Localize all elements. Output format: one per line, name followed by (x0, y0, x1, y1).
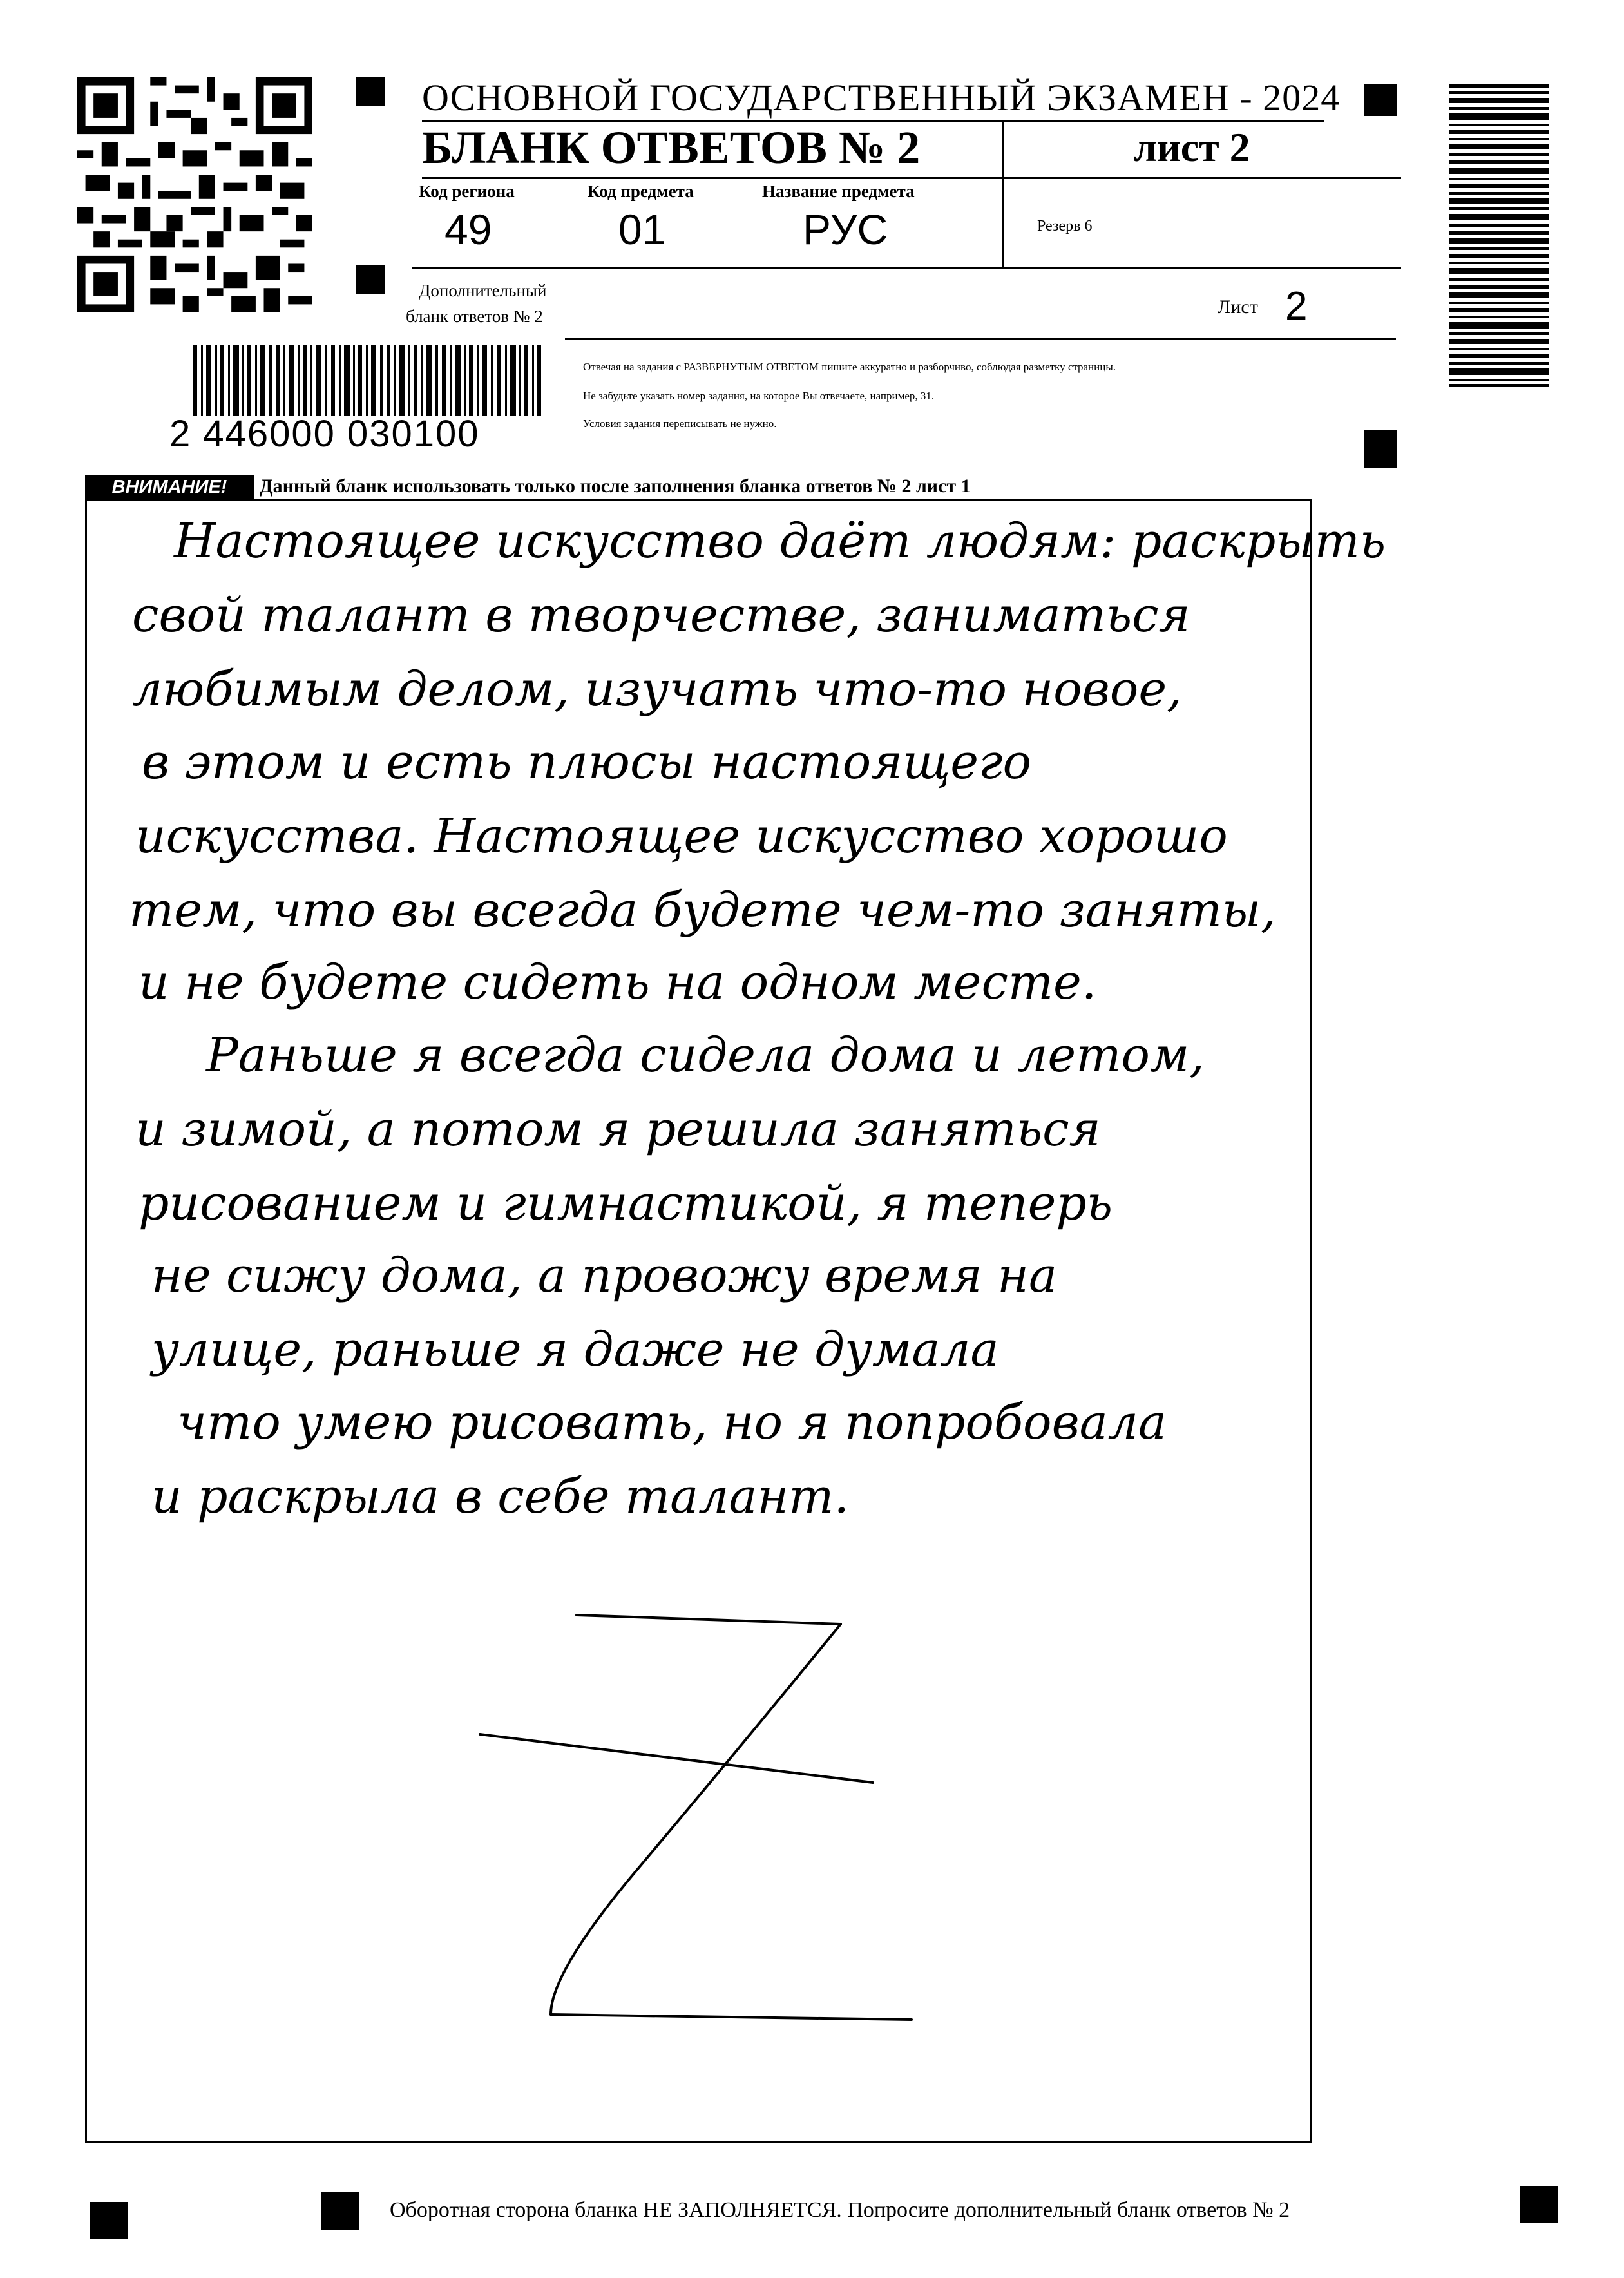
notice-text: Данный бланк использовать только после заполнения бланка ответов № 2 лист 1 (260, 475, 971, 497)
alignment-marker (1520, 2186, 1558, 2223)
footer-note: Оборотная сторона бланка НЕ ЗАПОЛНЯЕТСЯ. Попросите дополнительный бланк ответов № 2 (390, 2198, 1290, 2222)
instruction-line: Условия задания переписывать не нужно. (583, 417, 777, 430)
alignment-marker (356, 265, 385, 294)
side-barcode (1449, 84, 1549, 387)
answer-line: и не будете сидеть на одном месте. (139, 955, 1097, 1010)
divider (412, 267, 1401, 269)
divider (422, 177, 1401, 179)
answer-line: улице, раньше я даже не думала (151, 1322, 999, 1377)
answer-line: тем, что вы всегда будете чем-то заняты, (129, 883, 1276, 938)
answer-line: Раньше я всегда сидела дома и летом, (206, 1028, 1205, 1083)
subject-code-value: 01 (618, 206, 666, 253)
subject-name-value: РУС (803, 206, 888, 253)
sheet-small-label: Лист (1218, 296, 1258, 318)
subject-name-label: Название предмета (762, 182, 915, 201)
divider (565, 338, 1396, 340)
divider (1002, 121, 1004, 268)
answer-line: не сижу дома, а провожу время на (151, 1248, 1058, 1303)
answer-line: и зимой, а потом я решила заняться (135, 1102, 1101, 1157)
reserve-label: Резерв 6 (1037, 218, 1093, 235)
alignment-marker (1364, 84, 1397, 116)
answer-box (85, 499, 1386, 2143)
qr-code (77, 77, 312, 312)
instruction-line: Отвечая на задания с РАЗВЕРНУТЫМ ОТВЕТОМ пишите аккуратно и разборчиво, соблюдая разметку страницы. (583, 361, 1116, 373)
answer-line: свой талант в творчестве, заниматься (132, 588, 1190, 643)
attention-badge: ВНИМАНИЕ! (85, 475, 254, 499)
subject-code-label: Код предмета (588, 182, 694, 201)
answer-line: Настоящее искусство даёт людям: раскрыть (174, 513, 1386, 569)
sheet-label: лист 2 (1134, 124, 1250, 170)
instruction-line: Не забудьте указать номер задания, на которое Вы отвечаете, например, 31. (583, 390, 935, 402)
answer-line: в этом и есть плюсы настоящего (142, 734, 1032, 790)
alignment-marker (90, 2202, 128, 2239)
alignment-marker (321, 2192, 359, 2230)
region-label: Код региона (419, 182, 515, 201)
main-barcode (193, 345, 541, 416)
answer-line: искусства. Настоящее искусство хорошо (135, 809, 1228, 864)
answer-line: рисованием и гимнастикой, я теперь (139, 1176, 1113, 1231)
alignment-marker (1364, 430, 1397, 468)
exam-title: ОСНОВНОЙ ГОСУДАРСТВЕННЫЙ ЭКЗАМЕН - 2024 (422, 77, 1341, 119)
sheet-small-value: 2 (1285, 284, 1308, 329)
form-title: БЛАНК ОТВЕТОВ № 2 (422, 122, 921, 173)
additional-label: Дополнительный (419, 281, 547, 300)
alignment-marker (356, 77, 385, 106)
additional-label-2: бланк ответов № 2 (406, 307, 543, 326)
barcode-number: 2 446000 030100 (169, 413, 480, 455)
region-value: 49 (444, 206, 492, 253)
answer-line: что умею рисовать, но я попробовала (177, 1395, 1167, 1450)
answer-line: любимым делом, изучать что-то новое, (132, 662, 1182, 717)
answer-line: и раскрыла в себе талант. (151, 1469, 849, 1524)
z-strike-mark (461, 1596, 1156, 2047)
